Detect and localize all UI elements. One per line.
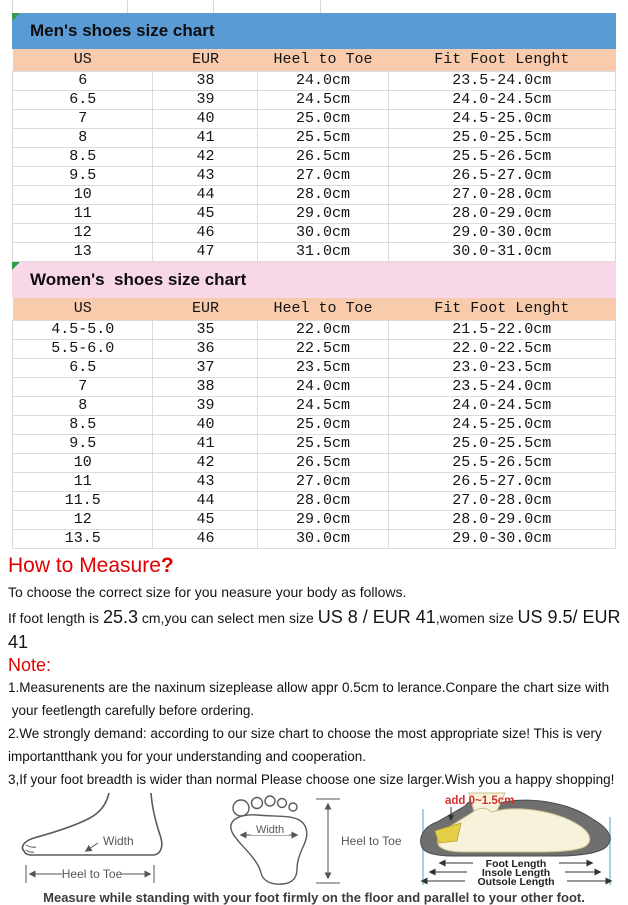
note-line: 3,If your foot breadth is wider than normal Please choose one size larger.Wish you a happy shopping! xyxy=(8,772,615,787)
heel-to-toe-label: Heel to Toe xyxy=(340,834,401,848)
note-label: Note: xyxy=(8,655,52,675)
table-cell: 42 xyxy=(153,148,258,167)
width-pointer-arrow xyxy=(86,843,98,851)
table-cell: 39 xyxy=(153,91,258,110)
text-segment: US 9.5/ EUR 41 xyxy=(8,607,621,652)
table-row xyxy=(13,148,616,167)
table-row xyxy=(13,205,616,224)
table-row xyxy=(13,416,616,435)
table-cell: 36 xyxy=(153,340,258,359)
table-cell: 10 xyxy=(13,454,153,473)
column-header: EUR xyxy=(153,298,258,321)
table-cell: 6.5 xyxy=(13,91,153,110)
table-cell: 12 xyxy=(13,511,153,530)
table-cell: 11 xyxy=(13,205,153,224)
table-cell: 23.5-24.0cm xyxy=(388,378,615,397)
table-cell: 25.5cm xyxy=(258,129,388,148)
table-cell: 27.0-28.0cm xyxy=(388,492,615,511)
table-cell: 24.5cm xyxy=(258,397,388,416)
table-cell: 10 xyxy=(13,186,153,205)
table-cell: 8.5 xyxy=(13,416,153,435)
mens-size-table xyxy=(12,49,616,262)
table-cell: 24.5-25.0cm xyxy=(388,416,615,435)
text-segment: ,women size xyxy=(435,610,518,626)
column-header: Heel to Toe xyxy=(258,49,388,72)
column-header: Fit Foot Lenght xyxy=(388,298,615,321)
table-cell: 24.0cm xyxy=(258,72,388,91)
table-cell: 23.5-24.0cm xyxy=(388,72,615,91)
table-cell: 44 xyxy=(153,186,258,205)
table-cell: 30.0-31.0cm xyxy=(388,243,615,262)
table-cell: 27.0-28.0cm xyxy=(388,186,615,205)
table-cell: 38 xyxy=(153,72,258,91)
table-row xyxy=(13,511,616,530)
table-cell: 7 xyxy=(13,378,153,397)
table-cell: 24.0-24.5cm xyxy=(388,397,615,416)
mens-chart-title-bar xyxy=(12,13,616,49)
table-cell: 21.5-22.0cm xyxy=(388,321,615,340)
table-cell: 22.0-22.5cm xyxy=(388,340,615,359)
table-cell: 23.0-23.5cm xyxy=(388,359,615,378)
insole-length-label: Insole Length xyxy=(481,867,551,879)
heading-question-mark: ? xyxy=(160,554,174,577)
table-cell: 30.0cm xyxy=(258,224,388,243)
shoe-length-diagram xyxy=(409,793,624,889)
text-segment: If foot length is xyxy=(8,610,103,626)
table-cell: 11.5 xyxy=(13,492,153,511)
table-cell: 28.0-29.0cm xyxy=(388,205,615,224)
table-cell: 25.5cm xyxy=(258,435,388,454)
table-cell: 25.5-26.5cm xyxy=(388,454,615,473)
table-cell: 13.5 xyxy=(13,530,153,549)
mens-chart-title: Men's shoes size chart xyxy=(30,21,215,40)
table-cell: 45 xyxy=(153,205,258,224)
table-row xyxy=(13,321,616,340)
table-cell: 29.0cm xyxy=(258,205,388,224)
table-row xyxy=(13,224,616,243)
table-cell: 31.0cm xyxy=(258,243,388,262)
note-line: 1.Measurenents are the naxinum sizeplease allow appr 0.5cm to lerance.Conpare the chart size with xyxy=(8,680,610,695)
table-row xyxy=(13,435,616,454)
table-row xyxy=(13,454,616,473)
table-cell: 29.0cm xyxy=(258,511,388,530)
table-cell: 23.5cm xyxy=(258,359,388,378)
table-cell: 25.5-26.5cm xyxy=(388,148,615,167)
table-cell: 13 xyxy=(13,243,153,262)
table-cell: 25.0-25.5cm xyxy=(388,129,615,148)
table-cell: 41 xyxy=(153,435,258,454)
table-cell: 42 xyxy=(153,454,258,473)
spreadsheet-gridlines xyxy=(0,0,628,13)
table-cell: 30.0cm xyxy=(258,530,388,549)
table-cell: 44 xyxy=(153,492,258,511)
womens-size-chart xyxy=(12,262,616,549)
add-allowance-label: add 0~1.5cm xyxy=(445,795,515,807)
notes-list xyxy=(8,676,622,791)
table-row xyxy=(13,530,616,549)
table-cell: 43 xyxy=(153,473,258,492)
table-cell: 28.0cm xyxy=(258,186,388,205)
foot-length-label: Foot Length xyxy=(485,858,547,870)
mens-table-header-row xyxy=(13,49,616,72)
table-cell: 29.0-30.0cm xyxy=(388,224,615,243)
table-row xyxy=(13,359,616,378)
table-cell: 24.0-24.5cm xyxy=(388,91,615,110)
womens-chart-title: Women's shoes size chart xyxy=(30,270,247,289)
table-row xyxy=(13,378,616,397)
table-cell: 25.0cm xyxy=(258,110,388,129)
table-cell: 8 xyxy=(13,129,153,148)
mens-size-chart xyxy=(12,13,616,262)
table-cell: 9.5 xyxy=(13,167,153,186)
table-row xyxy=(13,492,616,511)
outsole-length-label: Outsole Length xyxy=(477,876,555,888)
table-cell: 40 xyxy=(153,110,258,129)
table-cell: 43 xyxy=(153,167,258,186)
table-cell: 6 xyxy=(13,72,153,91)
table-row xyxy=(13,243,616,262)
table-cell: 6.5 xyxy=(13,359,153,378)
table-cell: 47 xyxy=(153,243,258,262)
table-cell: 45 xyxy=(153,511,258,530)
table-cell: 46 xyxy=(153,224,258,243)
table-cell: 46 xyxy=(153,530,258,549)
table-cell: 22.5cm xyxy=(258,340,388,359)
table-cell: 24.5cm xyxy=(258,91,388,110)
width-label: Width xyxy=(103,834,134,848)
table-cell: 28.0cm xyxy=(258,492,388,511)
cell-corner-marker-icon xyxy=(12,13,20,21)
table-row xyxy=(13,473,616,492)
note-line: your feetlength carefully before ordering. xyxy=(8,703,255,718)
table-cell: 26.5cm xyxy=(258,148,388,167)
table-cell: 37 xyxy=(153,359,258,378)
heel-to-toe-label: Heel to Toe xyxy=(61,867,123,881)
womens-chart-title-bar xyxy=(12,262,616,298)
table-cell: 28.0-29.0cm xyxy=(388,511,615,530)
table-cell: 24.0cm xyxy=(258,378,388,397)
column-header: US xyxy=(13,49,153,72)
table-cell: 7 xyxy=(13,110,153,129)
table-row xyxy=(13,340,616,359)
table-row xyxy=(13,72,616,91)
table-cell: 8.5 xyxy=(13,148,153,167)
table-cell: 41 xyxy=(153,129,258,148)
column-header: Heel to Toe xyxy=(258,298,388,321)
table-cell: 27.0cm xyxy=(258,473,388,492)
table-cell: 35 xyxy=(153,321,258,340)
table-cell: 25.0-25.5cm xyxy=(388,435,615,454)
text-segment: cm,you can select men size xyxy=(138,610,318,626)
table-row xyxy=(13,129,616,148)
foot-outline xyxy=(22,793,161,855)
table-cell: 26.5cm xyxy=(258,454,388,473)
heading-text: How to Measure xyxy=(8,554,161,577)
size-advice-line: To choose the correct size for you neasure your body as follows. xyxy=(8,584,407,600)
womens-size-table xyxy=(12,298,616,549)
size-example-line xyxy=(8,605,622,655)
table-cell: 26.5-27.0cm xyxy=(388,473,615,492)
mens-table-body xyxy=(13,72,616,262)
table-cell: 9.5 xyxy=(13,435,153,454)
table-cell: 12 xyxy=(13,224,153,243)
table-cell: 4.5-5.0 xyxy=(13,321,153,340)
table-cell: 25.0cm xyxy=(258,416,388,435)
table-cell: 29.0-30.0cm xyxy=(388,530,615,549)
table-row xyxy=(13,167,616,186)
table-cell: 11 xyxy=(13,473,153,492)
table-cell: 38 xyxy=(153,378,258,397)
text-segment: 25.3 xyxy=(102,607,138,627)
side-foot-diagram xyxy=(6,793,206,889)
table-row xyxy=(13,186,616,205)
column-header: US xyxy=(13,298,153,321)
womens-table-body xyxy=(13,321,616,549)
note-line: 2.We strongly demand: according to our size chart to choose the most appropriate size! This is very xyxy=(8,726,602,741)
table-cell: 39 xyxy=(153,397,258,416)
footprint-outline xyxy=(230,796,306,884)
measurement-diagrams xyxy=(0,791,628,889)
toe-detail xyxy=(26,845,36,852)
measurement-caption: Measure while standing with your foot firmly on the floor and parallel to your other foot. xyxy=(43,890,585,905)
footprint-diagram xyxy=(213,793,403,889)
table-cell: 24.5-25.0cm xyxy=(388,110,615,129)
table-cell: 8 xyxy=(13,397,153,416)
womens-table-header-row xyxy=(13,298,616,321)
width-label: Width xyxy=(255,824,284,836)
note-line: importantthank you for your understanding and cooperation. xyxy=(8,749,366,764)
table-cell: 40 xyxy=(153,416,258,435)
table-row xyxy=(13,91,616,110)
table-cell: 22.0cm xyxy=(258,321,388,340)
text-segment: US 8 / EUR 41 xyxy=(317,607,436,627)
table-cell: 27.0cm xyxy=(258,167,388,186)
column-header: EUR xyxy=(153,49,258,72)
table-cell: 26.5-27.0cm xyxy=(388,167,615,186)
column-header: Fit Foot Lenght xyxy=(388,49,615,72)
table-row xyxy=(13,110,616,129)
table-cell: 5.5-6.0 xyxy=(13,340,153,359)
how-to-measure-heading xyxy=(8,553,622,579)
cell-corner-marker-icon xyxy=(12,262,20,270)
how-to-measure-section xyxy=(0,549,628,791)
table-row xyxy=(13,397,616,416)
